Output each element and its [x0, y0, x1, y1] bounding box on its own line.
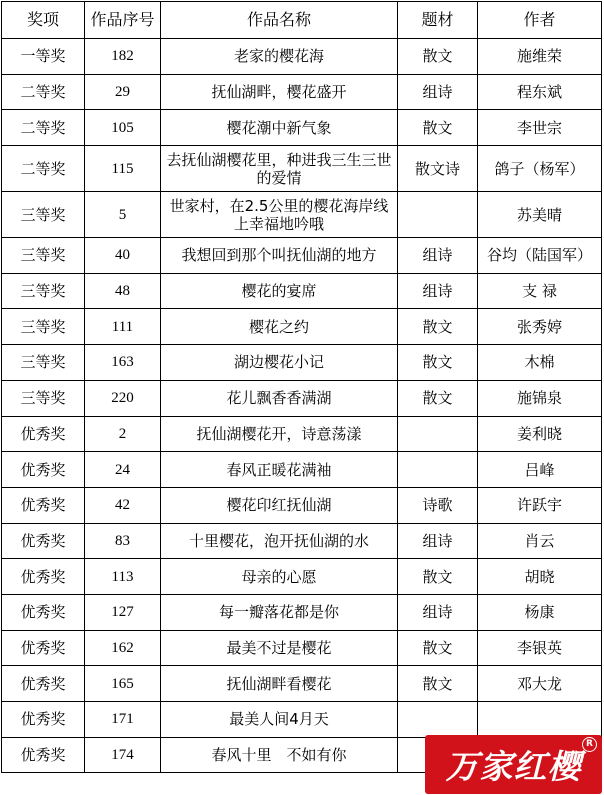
brand-watermark — [425, 735, 602, 794]
title-cell: 最美人间4月天 — [161, 702, 398, 738]
author-cell: 李世宗 — [478, 110, 602, 146]
table-row — [2, 487, 602, 523]
registered-mark-icon: R — [582, 737, 597, 752]
author-cell: 程东斌 — [478, 74, 602, 110]
id-cell: 40 — [85, 238, 161, 274]
author-cell: 施维荣 — [478, 39, 602, 75]
genre-cell: 散文 — [398, 39, 478, 75]
award-table — [1, 1, 602, 773]
header-genre: 题材 — [398, 2, 478, 39]
author-cell: 许跃宇 — [478, 487, 602, 523]
title-cell: 世家村，在2.5公里的樱花海岸线上幸福地吟哦 — [161, 192, 398, 238]
award-cell: 三等奖 — [2, 192, 85, 238]
author-cell: 施锦泉 — [478, 380, 602, 416]
award-cell: 三等奖 — [2, 309, 85, 345]
title-cell: 母亲的心愿 — [161, 559, 398, 595]
table-row — [2, 39, 602, 75]
id-cell: 48 — [85, 273, 161, 309]
id-cell: 105 — [85, 110, 161, 146]
title-cell: 最美不过是樱花 — [161, 630, 398, 666]
title-cell: 春风十里 不如有你 — [161, 737, 398, 773]
title-cell: 十里樱花，泡开抚仙湖的水 — [161, 523, 398, 559]
award-cell: 优秀奖 — [2, 702, 85, 738]
title-cell: 花儿飘香香满湖 — [161, 380, 398, 416]
award-cell: 三等奖 — [2, 345, 85, 381]
title-cell: 抚仙湖樱花开，诗意荡漾 — [161, 416, 398, 452]
author-cell: 李银英 — [478, 630, 602, 666]
title-cell: 春风正暖花满袖 — [161, 452, 398, 488]
table-row — [2, 146, 602, 192]
table-row — [2, 630, 602, 666]
award-cell: 三等奖 — [2, 238, 85, 274]
title-cell: 樱花潮中新气象 — [161, 110, 398, 146]
title-cell: 樱花之约 — [161, 309, 398, 345]
header-id: 作品序号 — [85, 2, 161, 39]
id-cell: 182 — [85, 39, 161, 75]
table-row — [2, 594, 602, 630]
genre-cell: 组诗 — [398, 74, 478, 110]
author-cell: 苏美晴 — [478, 192, 602, 238]
table-row — [2, 559, 602, 595]
id-cell: 2 — [85, 416, 161, 452]
title-cell: 抚仙湖畔，樱花盛开 — [161, 74, 398, 110]
author-cell: 吕峰 — [478, 452, 602, 488]
title-cell: 老家的樱花海 — [161, 39, 398, 75]
table-row — [2, 666, 602, 702]
id-cell: 111 — [85, 309, 161, 345]
genre-cell — [398, 416, 478, 452]
award-cell: 一等奖 — [2, 39, 85, 75]
title-cell: 每一瓣落花都是你 — [161, 594, 398, 630]
award-cell: 优秀奖 — [2, 416, 85, 452]
award-cell: 二等奖 — [2, 110, 85, 146]
author-cell: 杨康 — [478, 594, 602, 630]
award-cell: 三等奖 — [2, 380, 85, 416]
header-title: 作品名称 — [161, 2, 398, 39]
award-cell: 优秀奖 — [2, 737, 85, 773]
table-row — [2, 74, 602, 110]
genre-cell: 散文 — [398, 630, 478, 666]
watermark-text: 万家红樱 — [445, 747, 582, 786]
id-cell: 163 — [85, 345, 161, 381]
genre-cell — [398, 192, 478, 238]
title-cell: 去抚仙湖樱花里，种进我三生三世的爱情 — [161, 146, 398, 192]
award-cell: 优秀奖 — [2, 487, 85, 523]
table-row — [2, 309, 602, 345]
award-cell: 优秀奖 — [2, 594, 85, 630]
id-cell: 24 — [85, 452, 161, 488]
genre-cell: 诗歌 — [398, 487, 478, 523]
id-cell: 165 — [85, 666, 161, 702]
author-cell: 鸽子（杨军） — [478, 146, 602, 192]
genre-cell — [398, 702, 478, 738]
header-award: 奖项 — [2, 2, 85, 39]
author-cell: 邓大龙 — [478, 666, 602, 702]
author-cell: 胡晓 — [478, 559, 602, 595]
table-row — [2, 380, 602, 416]
table-row — [2, 523, 602, 559]
table-row — [2, 192, 602, 238]
genre-cell — [398, 452, 478, 488]
header-row — [2, 2, 602, 39]
id-cell: 5 — [85, 192, 161, 238]
author-cell: 张秀婷 — [478, 309, 602, 345]
award-cell: 优秀奖 — [2, 452, 85, 488]
id-cell: 171 — [85, 702, 161, 738]
title-cell: 湖边樱花小记 — [161, 345, 398, 381]
genre-cell: 组诗 — [398, 523, 478, 559]
genre-cell: 组诗 — [398, 238, 478, 274]
author-cell: 木棉 — [478, 345, 602, 381]
id-cell: 115 — [85, 146, 161, 192]
table-row — [2, 238, 602, 274]
title-cell: 樱花的宴席 — [161, 273, 398, 309]
table-row — [2, 110, 602, 146]
genre-cell: 散文 — [398, 110, 478, 146]
genre-cell: 散文 — [398, 559, 478, 595]
award-cell: 二等奖 — [2, 146, 85, 192]
table-row — [2, 702, 602, 738]
genre-cell: 组诗 — [398, 594, 478, 630]
id-cell: 127 — [85, 594, 161, 630]
table-row — [2, 345, 602, 381]
table-row — [2, 273, 602, 309]
award-cell: 优秀奖 — [2, 666, 85, 702]
id-cell: 220 — [85, 380, 161, 416]
author-cell: 支 禄 — [478, 273, 602, 309]
award-cell: 优秀奖 — [2, 559, 85, 595]
id-cell: 29 — [85, 74, 161, 110]
id-cell: 83 — [85, 523, 161, 559]
genre-cell: 散文 — [398, 309, 478, 345]
award-cell: 优秀奖 — [2, 523, 85, 559]
table-row — [2, 416, 602, 452]
genre-cell: 散文 — [398, 380, 478, 416]
author-cell: 谷均（陆国军） — [478, 238, 602, 274]
title-cell: 樱花印红抚仙湖 — [161, 487, 398, 523]
award-cell: 优秀奖 — [2, 630, 85, 666]
genre-cell: 散文 — [398, 345, 478, 381]
title-cell: 抚仙湖畔看樱花 — [161, 666, 398, 702]
id-cell: 42 — [85, 487, 161, 523]
title-cell: 我想回到那个叫抚仙湖的地方 — [161, 238, 398, 274]
id-cell: 162 — [85, 630, 161, 666]
id-cell: 174 — [85, 737, 161, 773]
id-cell: 113 — [85, 559, 161, 595]
award-cell: 三等奖 — [2, 273, 85, 309]
genre-cell: 散文 — [398, 666, 478, 702]
header-author: 作者 — [478, 2, 602, 39]
author-cell — [478, 702, 602, 738]
author-cell: 肖云 — [478, 523, 602, 559]
award-cell: 二等奖 — [2, 74, 85, 110]
table-row — [2, 452, 602, 488]
genre-cell: 组诗 — [398, 273, 478, 309]
author-cell: 姜利晓 — [478, 416, 602, 452]
genre-cell: 散文诗 — [398, 146, 478, 192]
